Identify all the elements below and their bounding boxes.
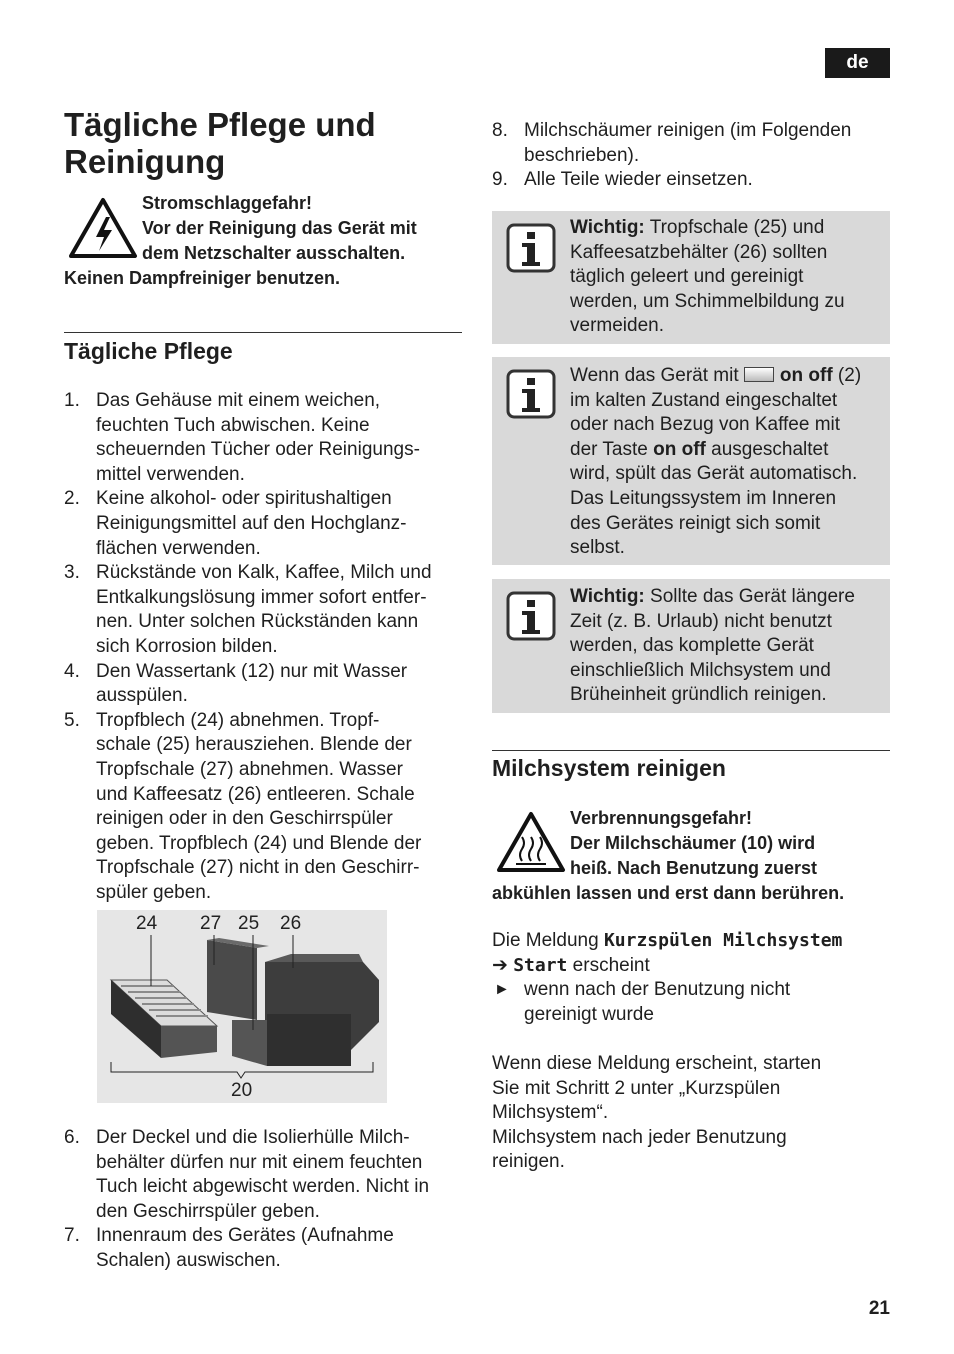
info-text <box>570 364 882 561</box>
warning-line: Der Milchschäumer (10) wird <box>570 833 816 853</box>
list-item-line: Der Deckel und die Isolierhülle Milch- <box>96 1127 410 1148</box>
list-item-line: beschrieben). <box>524 144 640 166</box>
list-item-line: Keine alkohol- oder spiritushaltigen <box>96 488 392 510</box>
list-item-line: den Geschirrspüler geben. <box>96 1200 320 1222</box>
list-item <box>64 1224 464 1273</box>
list-item-line: spüler geben. <box>96 881 212 903</box>
list-item-line: Milchschäumer reinigen (im Folgenden <box>524 120 852 141</box>
info-line: oder nach Bezug von Kaffee mit <box>570 414 841 436</box>
important-label: Wichtig: <box>570 217 645 238</box>
list-item-line: flächen verwenden. <box>96 537 261 559</box>
info-icon <box>506 369 556 419</box>
figure-label-25: 25 <box>238 913 260 934</box>
list-item-line: Schalen) auswischen. <box>96 1249 281 1271</box>
list-item-line: Rückstände von Kalk, Kaffee, Milch und <box>96 562 432 584</box>
list-item-line: geben. Tropfblech (24) und Blende der <box>96 832 422 854</box>
on-off-label: on off <box>779 365 833 386</box>
drip-tray-figure <box>97 910 387 1103</box>
list-item-line: Das Gehäuse mit einem weichen, <box>96 390 381 411</box>
info-line: einschließlich Milchsystem und <box>570 659 831 681</box>
bullet-triangle-icon: ► <box>494 981 510 999</box>
daily-care-steps-right <box>492 119 890 193</box>
info-line: wird, spült das Gerät automatisch. <box>570 463 858 485</box>
list-item-line: behälter dürfen nur mit einem feuchten <box>96 1151 423 1173</box>
list-item-line: Tropfschale (27) abnehmen. Wasser <box>96 758 403 780</box>
bullet-text: gereinigt wurde <box>524 1003 654 1025</box>
shock-warning <box>64 191 464 291</box>
text: erscheint <box>567 954 650 976</box>
info-line: des Gerätes reinigt sich somit <box>570 512 821 534</box>
text: Die Meldung <box>492 930 604 951</box>
info-line: der Taste <box>570 438 654 460</box>
warning-line: abkühlen lassen und erst dann berühren. <box>492 883 845 903</box>
list-item-number: 6. <box>64 1127 80 1148</box>
display-message-paragraph <box>492 929 890 1027</box>
info-line: (2) <box>832 365 862 386</box>
info-line: vermeiden. <box>570 315 664 337</box>
important-label: Wichtig: <box>570 586 645 607</box>
bullet-text: wenn nach der Benutzung nicht <box>524 979 791 1001</box>
warning-line: Vor der Reinigung das Gerät mit <box>142 218 417 238</box>
list-item-number: 7. <box>64 1225 80 1247</box>
info-line: Tropfschale (25) und <box>644 217 825 238</box>
arrow-icon: ➔ <box>492 954 508 976</box>
figure-label-27: 27 <box>200 913 222 934</box>
section-divider <box>64 332 462 333</box>
list-item-line: mittel verwenden. <box>96 463 245 485</box>
info-line: Sollte das Gerät längere <box>644 586 855 607</box>
daily-care-steps <box>64 389 464 905</box>
list-item-line: schale (25) herausziehen. Blende der <box>96 734 412 756</box>
warning-line: heiß. Nach Benutzung zuerst <box>570 858 818 878</box>
info-box-auto-rinse <box>492 357 890 565</box>
display-message-code: Kurzspülen Milchsystem <box>603 930 843 951</box>
info-box-long-absence <box>492 579 890 713</box>
list-item-line: Tropfblech (24) abnehmen. Tropf- <box>96 709 380 731</box>
info-box-empty-trays <box>492 211 890 344</box>
list-item-line: Tuch leicht abgewischt werden. Nicht in <box>96 1176 430 1198</box>
info-line: Brüheinheit gründlich reinigen. <box>570 684 827 706</box>
list-item-line: und Kaffeesatz (26) entleeren. Schale <box>96 783 415 805</box>
drip-tray-illustration <box>97 910 387 1103</box>
list-item-number: 5. <box>64 709 80 731</box>
list-item <box>492 119 890 168</box>
section-heading-milk-system: Milchsystem reinigen <box>492 755 726 781</box>
info-line: selbst. <box>570 537 625 559</box>
figure-label-20: 20 <box>231 1080 253 1101</box>
text-line: reinigen. <box>492 1151 565 1173</box>
info-text <box>570 216 882 339</box>
list-item-line: Den Wassertank (12) nur mit Wasser <box>96 660 408 682</box>
section-heading-daily-care: Tägliche Pflege <box>64 338 233 364</box>
text-line: Milchsystem nach jeder Benutzung <box>492 1126 787 1148</box>
list-item-number: 1. <box>64 390 80 411</box>
list-item-line: feuchten Tuch abwischen. Keine <box>96 414 370 436</box>
list-item-line: Alle Teile wieder einsetzen. <box>524 169 753 191</box>
list-item <box>64 487 464 561</box>
figure-label-24: 24 <box>136 913 158 934</box>
list-item <box>64 660 464 709</box>
info-line: Zeit (z. B. Urlaub) nicht benutzt <box>570 610 832 632</box>
power-button-icon <box>744 367 774 382</box>
info-line: im kalten Zustand eingeschaltet <box>570 389 838 411</box>
info-line: Kaffeesatzbehälter (26) sollten <box>570 241 828 263</box>
list-item-number: 4. <box>64 660 80 682</box>
text-line: Wenn diese Meldung erscheint, starten <box>492 1053 822 1074</box>
language-badge: de <box>825 48 890 78</box>
list-item-number: 8. <box>492 120 508 141</box>
list-item-line: sich Korrosion bilden. <box>96 635 278 657</box>
info-icon <box>506 591 556 641</box>
list-item <box>64 561 464 659</box>
info-line: werden, das komplette Gerät <box>570 635 814 657</box>
warning-title: Verbrennungsgefahr! <box>570 808 753 828</box>
list-item <box>492 168 890 193</box>
info-line: ausgeschaltet <box>705 438 829 460</box>
warning-title: Stromschlaggefahr! <box>142 193 313 213</box>
list-item-number: 2. <box>64 488 80 510</box>
info-line: Wenn das Gerät mit <box>570 365 744 386</box>
list-item-line: scheuernden Tücher oder Reinigungs- <box>96 439 420 461</box>
figure-label-26: 26 <box>280 913 302 934</box>
info-line: Das Leitungssystem im Inneren <box>570 487 837 509</box>
page-number: 21 <box>868 1298 890 1319</box>
milk-instructions-paragraph <box>492 1052 890 1175</box>
list-item-line: Reinigungsmittel auf den Hochglanz- <box>96 512 407 534</box>
daily-care-steps-continued <box>64 1126 464 1274</box>
list-item-line: Innenraum des Gerätes (Aufnahme <box>96 1225 394 1247</box>
list-item-number: 9. <box>492 169 508 191</box>
on-off-label: on off <box>653 438 706 460</box>
list-item-line: Entkalkungslösung immer sofort entfer- <box>96 586 427 608</box>
list-item <box>64 709 464 906</box>
list-item-line: ausspülen. <box>96 685 188 707</box>
section-divider <box>492 750 890 751</box>
list-item-line: reinigen oder in den Geschirrspüler <box>96 808 393 830</box>
info-text <box>570 585 882 708</box>
list-item-number: 3. <box>64 562 80 584</box>
warning-line: dem Netzschalter ausschalten. <box>142 243 406 263</box>
warning-line: Keinen Dampfreiniger benutzen. <box>64 268 341 288</box>
list-item <box>64 1126 464 1224</box>
list-item-line: Tropfschale (27) nicht in den Geschirr- <box>96 857 420 879</box>
text-line: Milchsystem“. <box>492 1102 609 1124</box>
info-icon <box>506 223 556 273</box>
burn-warning <box>492 806 890 906</box>
info-line: werden, um Schimmelbildung zu <box>570 290 845 312</box>
list-item-line: nen. Unter solchen Rückständen kann <box>96 611 419 633</box>
text-line: Sie mit Schritt 2 unter „Kurzspülen <box>492 1077 781 1099</box>
info-line: täglich geleert und gereinigt <box>570 266 804 288</box>
page-title: Tägliche Pflege und Reinigung <box>64 106 376 180</box>
list-item <box>64 389 464 487</box>
display-message-code: Start <box>513 954 568 976</box>
